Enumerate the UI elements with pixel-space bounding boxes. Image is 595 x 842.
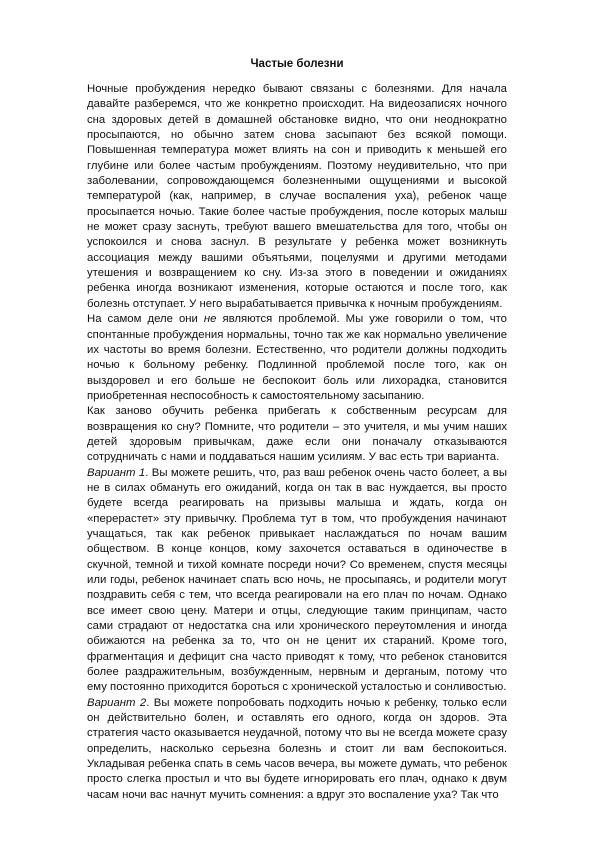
paragraph-2-emphasis: не xyxy=(203,313,217,326)
paragraph-5 xyxy=(87,696,507,803)
paragraph-2-text-end: являются проблемой. Мы уже говорили о том, что спонтанные пробуждения нормальны, точно так же как нормально увеличение их частоты во время болезни. Естественно, что родители должны подходить ночью к больному ребенку. Подлинной проблемой после того, как он выздоровел и его больше не беспокоит боль или лихорадка, становится приобретенная неспособность к самостоятельному засыпанию. xyxy=(87,313,507,402)
paragraph-2-text-start: На самом деле они xyxy=(87,313,204,326)
variant-1-label: Вариант 1 xyxy=(87,466,146,479)
paragraph-1 xyxy=(87,82,507,312)
paragraph-4 xyxy=(87,466,507,696)
paragraph-2 xyxy=(87,312,507,404)
variant-2-label: Вариант 2 xyxy=(87,696,147,709)
document-title: Частые болезни xyxy=(250,58,344,70)
paragraph-3 xyxy=(87,404,507,465)
document-page xyxy=(87,57,507,803)
paragraph-1-text: Ночные пробуждения нередко бывают связаны с болезнями. Для начала давайте разберемся, что же конкретно происходит. На видеозаписях ночного сна здоровых детей в домашней обстановке видно, что они неоднократно просыпаются, но обычно затем снова засыпают без всякой помощи. Повышенная температура может влиять на сон и приводить к меньшей его глубине или более частым пробуждениям. Поэтому неудивительно, что при заболевании, сопровождающемся болезненными ощущениями и высокой температурой (как, например, в случае воспаления уха), ребенок чаще просыпается ночью. Такие более частые пробуждения, после которых малыш не может сразу заснуть, требуют вашего вмешательства для того, чтобы он успокоился и снова заснул. В результате у ребенка может возникнуть ассоциация между вашими объятьями, поцелуями и другими методами утешения и возвращением ко сну. Из-за этого в поведении и ожиданиях ребенка иногда возникают изменения, которые остаются и после того, как болезнь отступает. У него вырабатывается привычка к ночным пробуждениям. xyxy=(87,83,507,310)
paragraph-3-text: Как заново обучить ребенка прибегать к собственным ресурсам для возвращения ко сну? Помните, что родители – это учителя, и мы учим наших детей здоровым привычкам, даже если они поначалу отказываются сотрудничать с нами и поддаваться нашим усилиям. У вас есть три варианта. xyxy=(87,405,507,464)
paragraph-5-text: . Вы можете попробовать подходить ночью к ребенку, только если он действительно болен, и оставлять его одного, когда он здоров. Эта стратегия часто оказывается неудачной, потому что вы не всегда можете сразу определить, насколько серьезна болезнь и стоит ли вам беспокоиться. Укладывая ребенка спать в семь часов вечера, вы можете думать, что ребенок просто слегка простыл и что вы будете игнорировать его плач, однако к двум часам ночи вас начнут мучить сомнения: а вдруг это воспаление уха? Так что xyxy=(87,696,507,801)
paragraph-4-text: . Вы можете решить, что, раз ваш ребенок очень часто болеет, а вы не в силах обмануть его ожиданий, когда он так в вас нуждается, вы просто будете всегда реагировать на призывы малыша и ждать, когда он «перерастет» эту привычку. Проблема тут в том, что пробуждения начинают учащаться, так как ребенок привыкает наслаждаться по ночам вашим обществом. В конце концов, кому захочется оставаться в одиночестве в скучной, темной и тихой комнате посреди ночи? Со временем, спустя месяцы или годы, ребенок начинает спать всю ночь, не просыпаясь, и родители могут поздравить себя с тем, что всегда реагировали на его плач по ночам. Однако все имеет свою цену. Матери и отцы, следующие таким принципам, часто сами страдают от недостатка сна или хронического переутомления и иногда обижаются на ребенка за то, что он не ценит их стараний. Кроме того, фрагментация и дефицит сна часто приводят к тому, что ребенок становится более раздражительным, возбужденным, нервным и дерганым, потому что ему постоянно приходится бороться с хронической усталостью и сонливостью. xyxy=(87,466,507,694)
